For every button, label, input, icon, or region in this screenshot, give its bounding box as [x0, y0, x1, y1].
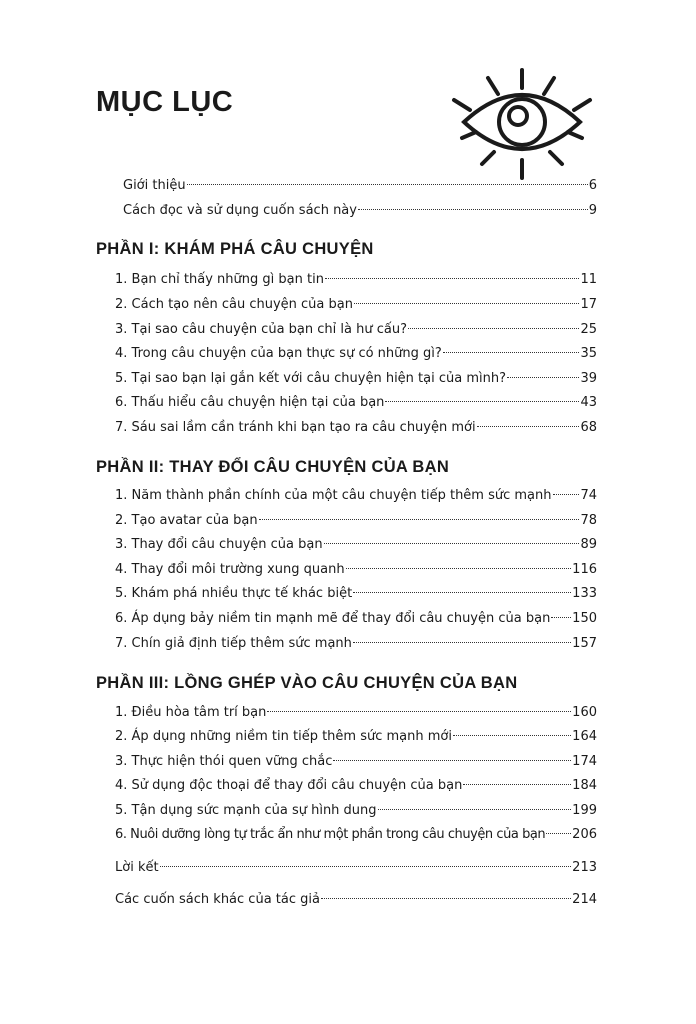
- dot-leader: [267, 710, 571, 712]
- toc-entry[interactable]: [115, 560, 597, 580]
- page-number: 199: [572, 803, 597, 818]
- dot-leader: [333, 759, 571, 761]
- toc-entry[interactable]: [115, 776, 597, 796]
- entry-title: 7. Chín giả định tiếp thêm sức mạnh: [115, 636, 352, 651]
- toc-entry[interactable]: [115, 858, 597, 878]
- page-number: 150: [572, 611, 597, 626]
- page-number: 11: [580, 272, 597, 287]
- section-heading-part-3: PHẦN III: LỒNG GHÉP VÀO CÂU CHUYỆN CỦA BẠN: [96, 674, 518, 692]
- page-number: 68: [580, 420, 597, 435]
- section-heading-part-2: PHẦN II: THAY ĐỔI CÂU CHUYỆN CỦA BẠN: [96, 458, 450, 476]
- page-number: 89: [580, 537, 597, 552]
- dot-leader: [325, 277, 580, 279]
- dot-leader: [259, 518, 580, 520]
- page-number: 35: [580, 346, 597, 361]
- toc-entry[interactable]: [115, 511, 597, 531]
- page-number: 206: [572, 827, 597, 842]
- page-number: 17: [580, 297, 597, 312]
- toc-entry[interactable]: [115, 344, 597, 364]
- page-number: 174: [572, 754, 597, 769]
- entry-title: 1. Bạn chỉ thấy những gì bạn tin: [115, 272, 324, 287]
- entry-title: 3. Thực hiện thói quen vững chắc: [115, 754, 333, 769]
- toc-entry[interactable]: [115, 295, 597, 315]
- page-number: 39: [580, 371, 597, 386]
- page-title: MỤC LỤC: [96, 86, 234, 118]
- section-heading-part-1: PHẦN I: KHÁM PHÁ CÂU CHUYỆN: [96, 240, 374, 258]
- entry-title: 1. Năm thành phần chính của một câu chuyện tiếp thêm sức mạnh: [115, 488, 552, 503]
- dot-leader: [551, 616, 571, 618]
- page-number: 214: [572, 892, 597, 907]
- page-number: 133: [572, 586, 597, 601]
- dot-leader: [358, 208, 588, 210]
- entry-title: Giới thiệu: [123, 178, 186, 193]
- entry-title: Các cuốn sách khác của tác giả: [115, 892, 320, 907]
- eye-icon: [440, 64, 600, 184]
- toc-entry[interactable]: [115, 825, 597, 845]
- page-number: 184: [572, 778, 597, 793]
- entry-title: 2. Tạo avatar của bạn: [115, 513, 258, 528]
- page-number: 43: [580, 395, 597, 410]
- dot-leader: [378, 808, 572, 810]
- toc-entry[interactable]: [123, 201, 597, 221]
- dot-leader: [385, 400, 579, 402]
- dot-leader: [160, 865, 572, 867]
- toc-entry[interactable]: [115, 634, 597, 654]
- entry-title: 6. Áp dụng bảy niềm tin mạnh mẽ để thay đổi câu chuyện của bạn: [115, 611, 551, 626]
- toc-entry[interactable]: [115, 535, 597, 555]
- page-number: 160: [572, 705, 597, 720]
- dot-leader: [321, 897, 571, 899]
- dot-leader: [553, 493, 580, 495]
- page-number: 6: [588, 178, 597, 193]
- toc-entry[interactable]: [115, 703, 597, 723]
- dot-leader: [346, 567, 572, 569]
- page-number: 25: [580, 322, 597, 337]
- dot-leader: [477, 425, 580, 427]
- toc-entry[interactable]: [115, 727, 597, 747]
- dot-leader: [507, 376, 579, 378]
- dot-leader: [353, 591, 571, 593]
- entry-title: 6. Nuôi dưỡng lòng tự trắc ẩn như một phần trong câu chuyện của bạn: [115, 827, 546, 842]
- toc-entry[interactable]: [115, 320, 597, 340]
- entry-title: 5. Tận dụng sức mạnh của sự hình dung: [115, 803, 377, 818]
- page-number: 157: [572, 636, 597, 651]
- entry-title: 5. Khám phá nhiều thực tế khác biệt: [115, 586, 353, 601]
- entry-title: 5. Tại sao bạn lại gắn kết với câu chuyện hiện tại của mình?: [115, 371, 507, 386]
- toc-entry[interactable]: [115, 609, 597, 629]
- entry-title: 3. Thay đổi câu chuyện của bạn: [115, 537, 323, 552]
- dot-leader: [353, 641, 571, 643]
- toc-entry[interactable]: [115, 418, 597, 438]
- dot-leader: [187, 183, 588, 185]
- entry-title: Lời kết: [115, 860, 159, 875]
- entry-title: 6. Thấu hiểu câu chuyện hiện tại của bạn: [115, 395, 385, 410]
- page-number: 74: [580, 488, 597, 503]
- toc-entry[interactable]: [123, 176, 597, 196]
- page-number: 164: [572, 729, 597, 744]
- toc-entry[interactable]: [115, 890, 597, 910]
- dot-leader: [408, 327, 579, 329]
- page-number: 9: [588, 203, 597, 218]
- dot-leader: [354, 302, 579, 304]
- page-number: 78: [580, 513, 597, 528]
- entry-title: 4. Thay đổi môi trường xung quanh: [115, 562, 345, 577]
- toc-entry[interactable]: [115, 270, 597, 290]
- toc-entry[interactable]: [115, 393, 597, 413]
- toc-entry[interactable]: [115, 584, 597, 604]
- page-number: 213: [572, 860, 597, 875]
- dot-leader: [546, 832, 571, 834]
- toc-entry[interactable]: [115, 801, 597, 821]
- dot-leader: [453, 734, 571, 736]
- entry-title: 4. Sử dụng độc thoại để thay đổi câu chuyện của bạn: [115, 778, 463, 793]
- dot-leader: [463, 783, 571, 785]
- entry-title: 2. Áp dụng những niềm tin tiếp thêm sức mạnh mới: [115, 729, 452, 744]
- dot-leader: [443, 351, 580, 353]
- toc-entry[interactable]: [115, 369, 597, 389]
- entry-title: 1. Điều hòa tâm trí bạn: [115, 705, 267, 720]
- entry-title: 4. Trong câu chuyện của bạn thực sự có những gì?: [115, 346, 442, 361]
- entry-title: 3. Tại sao câu chuyện của bạn chỉ là hư cấu?: [115, 322, 407, 337]
- toc-entry[interactable]: [115, 752, 597, 772]
- entry-title: 7. Sáu sai lầm cần tránh khi bạn tạo ra câu chuyện mới: [115, 420, 476, 435]
- entry-title: 2. Cách tạo nên câu chuyện của bạn: [115, 297, 353, 312]
- dot-leader: [324, 542, 580, 544]
- entry-title: Cách đọc và sử dụng cuốn sách này: [123, 203, 357, 218]
- page-number: 116: [572, 562, 597, 577]
- toc-entry[interactable]: [115, 486, 597, 506]
